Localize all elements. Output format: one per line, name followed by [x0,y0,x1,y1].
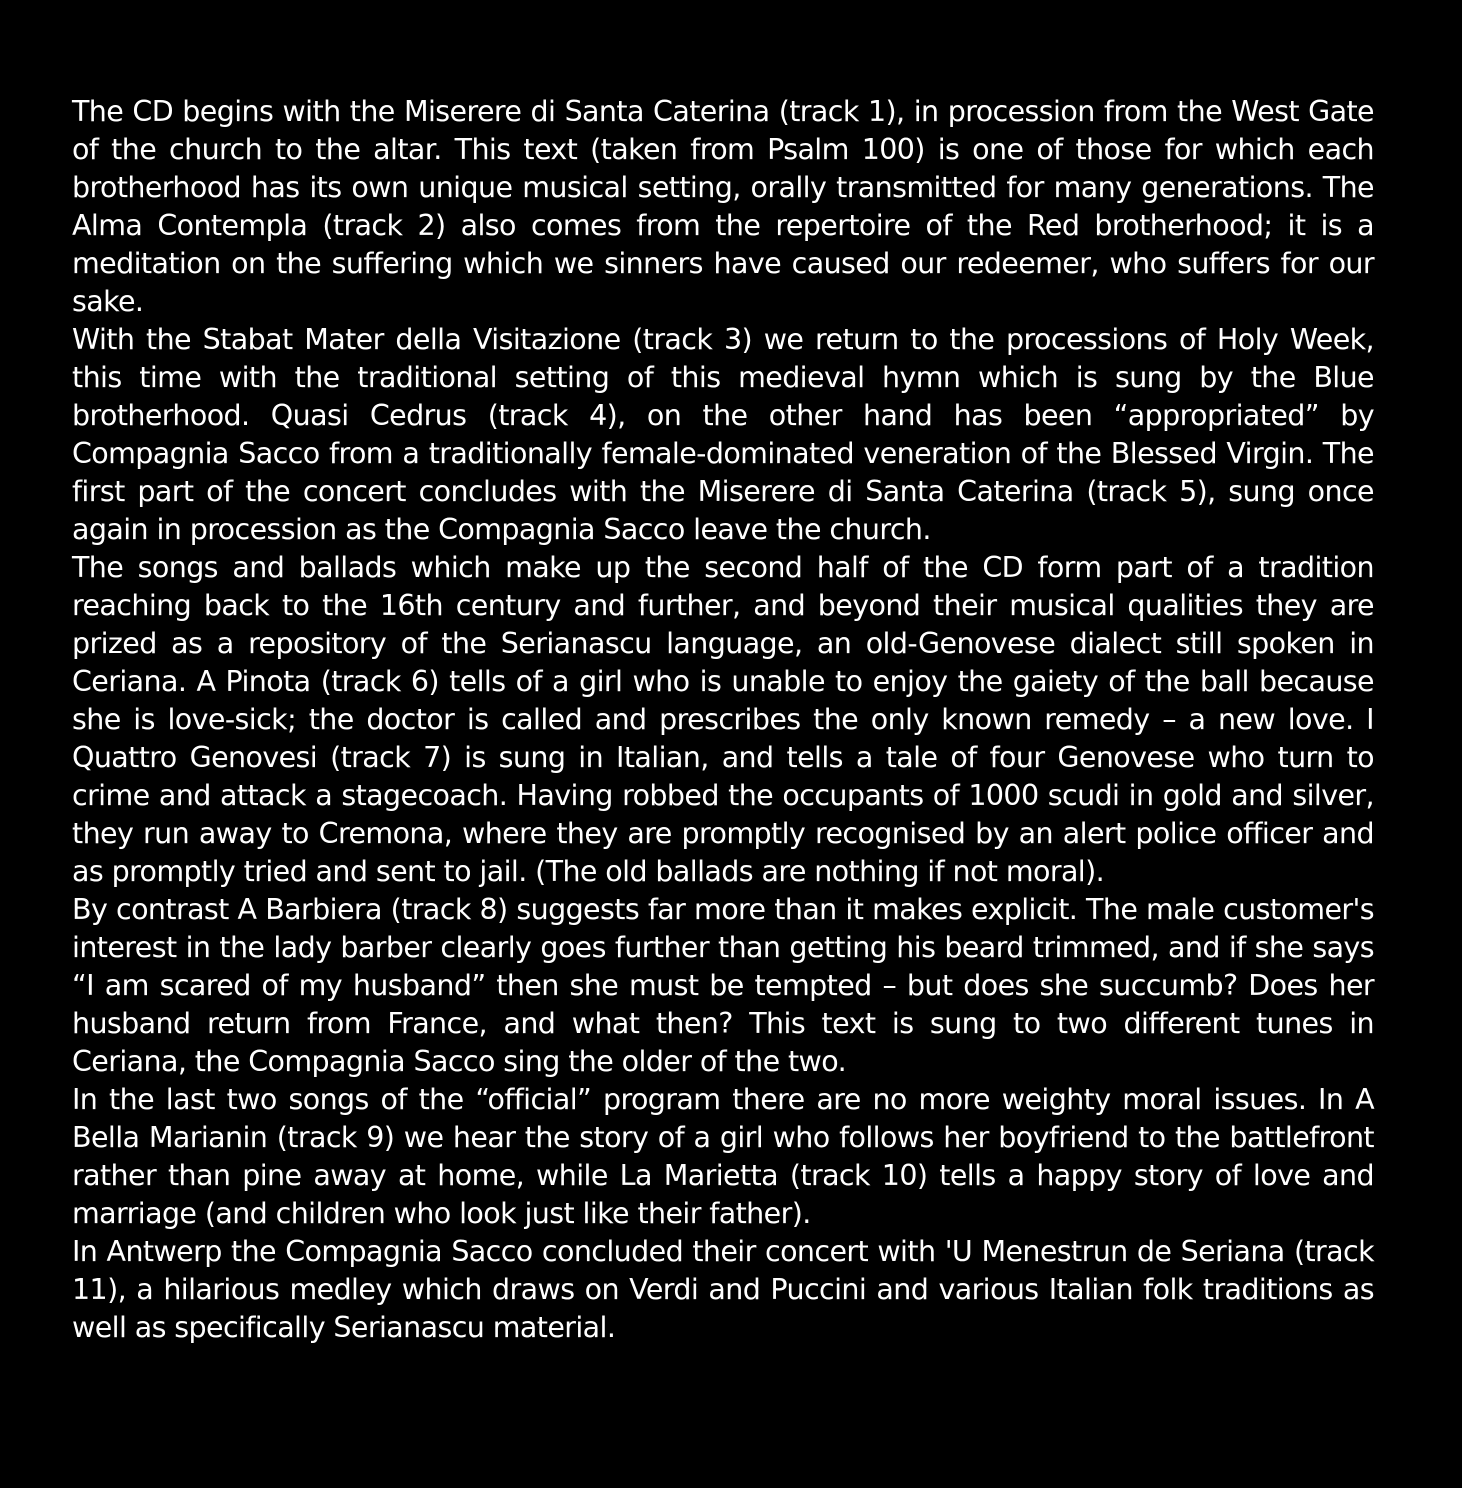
paragraph-track-1-2: The CD begins with the Miserere di Santa Caterina (track 1), in procession from the West Gate of the church to the altar. This text (taken from Psalm 100) is one of those for which each brotherhood has its own unique musical setting, orally transmitted for many generations. The Alma Contempla (track 2) also comes from the repertoire of the Red brotherhood; it is a meditation on the suffering which we sinners have caused our redeemer, who suffers for our sake. [72,95,1374,318]
paragraph-track-11: In Antwerp the Compagnia Sacco concluded their concert with 'U Menestrun de Seriana (track 11), a hilarious medley which draws on Verdi and Puccini and various Italian folk traditions as well as specifically Serianascu material. [72,1235,1374,1344]
liner-notes-text [72,93,1374,1347]
paragraph-track-9-10: In the last two songs of the “official” program there are no more weighty moral issues. In A Bella Marianin (track 9) we hear the story of a girl who follows her boyfriend to the battlefront rather than pine away at home, while La Marietta (track 10) tells a happy story of love and marriage (and children who look just like their father). [72,1083,1374,1230]
paragraph-track-6-7: The songs and ballads which make up the second half of the CD form part of a tradition reaching back to the 16th century and further, and beyond their musical qualities they are prized as a repository of the Serianascu language, an old-Genovese dialect still spoken in Ceriana. A Pinota (track 6) tells of a girl who is unable to enjoy the gaiety of the ball because she is love-sick; the doctor is called and prescribes the only known remedy – a new love. I Quattro Genovesi (track 7) is sung in Italian, and tells a tale of four Genovese who turn to crime and attack a stagecoach. Having robbed the occupants of 1000 scudi in gold and silver, they run away to Cremona, where they are promptly recognised by an alert police officer and as promptly tried and sent to jail. (The old ballads are nothing if not moral). [72,551,1374,888]
paragraph-track-8: By contrast A Barbiera (track 8) suggests far more than it makes explicit. The male customer's interest in the lady barber clearly goes further than getting his beard trimmed, and if she says “I am scared of my husband” then she must be tempted – but does she succumb? Does her husband return from France, and what then? This text is sung to two different tunes in Ceriana, the Compagnia Sacco sing the older of the two. [72,893,1374,1078]
paragraph-track-3-5: With the Stabat Mater della Visitazione (track 3) we return to the processions of Holy Week, this time with the traditional setting of this medieval hymn which is sung by the Blue brotherhood. Quasi Cedrus (track 4), on the other hand has been “appropriated” by Compagnia Sacco from a traditionally female-dominated veneration of the Blessed Virgin. The first part of the concert concludes with the Miserere di Santa Caterina (track 5), sung once again in procession as the Compagnia Sacco leave the church. [72,323,1374,546]
